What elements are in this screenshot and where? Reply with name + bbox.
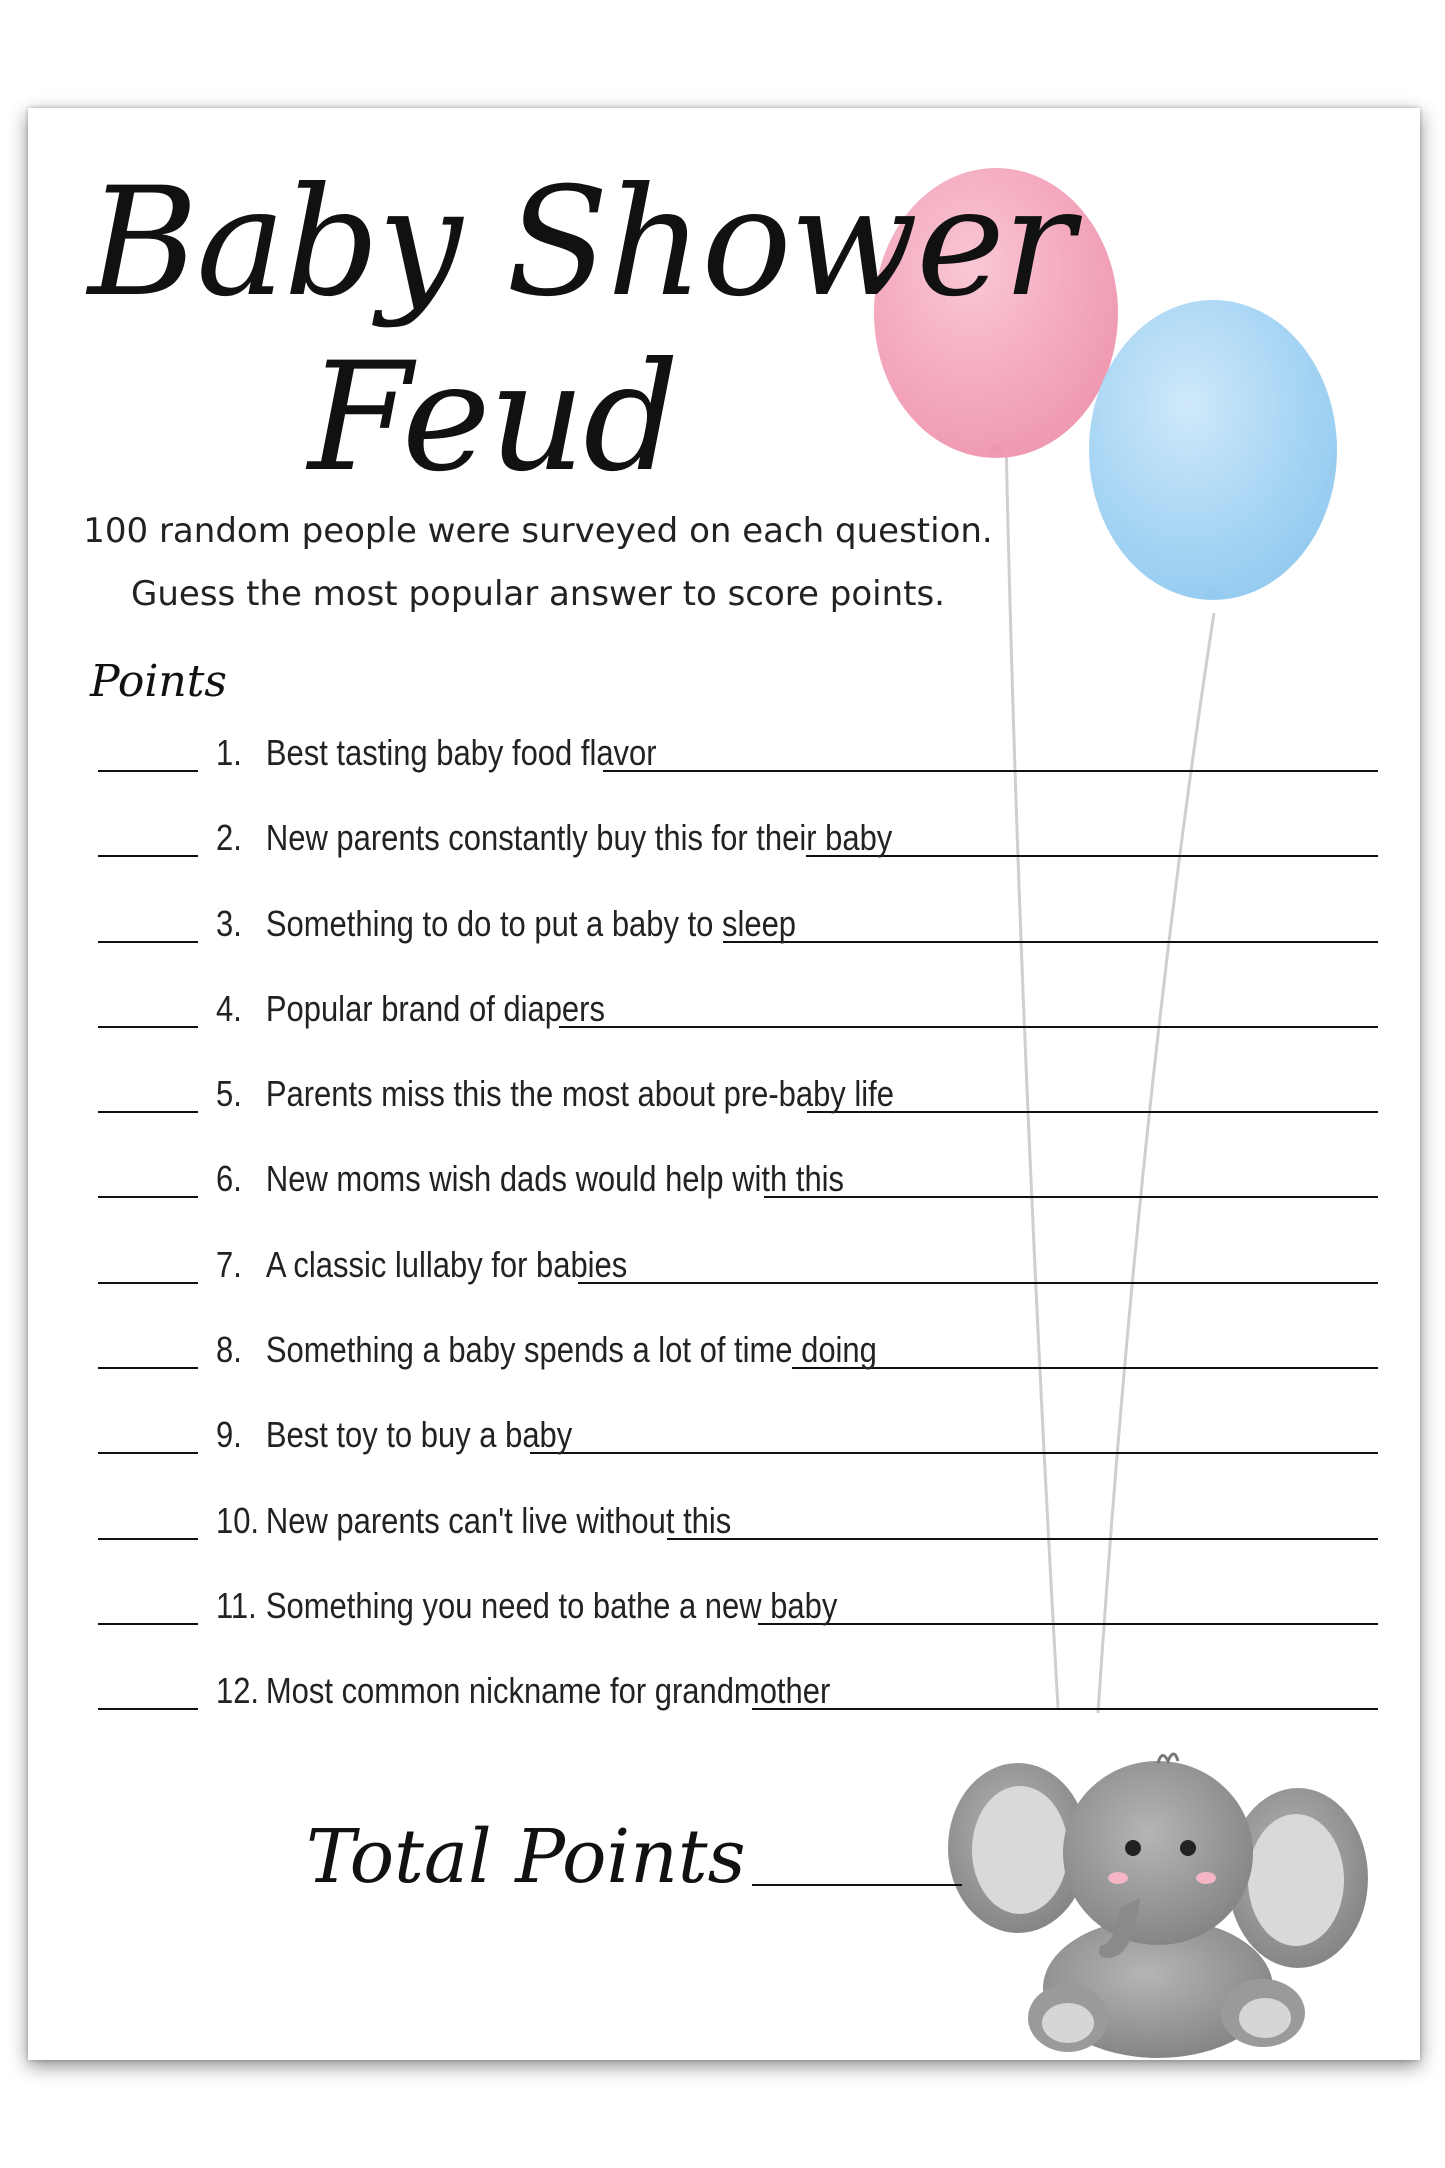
points-blank[interactable]	[98, 1623, 198, 1625]
question-line	[216, 1069, 1378, 1115]
question-line	[216, 728, 1378, 774]
question-row	[98, 718, 1378, 803]
points-column-label: Points	[90, 656, 227, 707]
points-blank[interactable]	[98, 770, 198, 772]
points-blank[interactable]	[98, 1452, 198, 1454]
question-text	[216, 1158, 845, 1200]
total-points-blank[interactable]	[752, 1884, 962, 1886]
question-number: 8.	[216, 1329, 242, 1371]
question-row	[98, 1656, 1378, 1741]
question-row	[98, 1571, 1378, 1656]
answer-blank[interactable]	[758, 1623, 1378, 1625]
question-line	[216, 1325, 1378, 1371]
question-text	[216, 1414, 573, 1456]
question-text	[216, 1584, 838, 1627]
question-text	[216, 1329, 877, 1371]
question-row	[98, 803, 1378, 888]
points-blank[interactable]	[98, 1538, 198, 1540]
points-blank[interactable]	[98, 941, 198, 943]
question-number: 11.	[216, 1584, 257, 1626]
question-text	[216, 732, 657, 774]
question-number: 2.	[216, 817, 242, 859]
question-number: 3.	[216, 902, 242, 944]
question-row	[98, 1059, 1378, 1144]
question-number: 12.	[216, 1670, 260, 1712]
answer-blank[interactable]	[578, 1282, 1378, 1284]
question-line	[216, 1240, 1378, 1286]
question-text	[216, 817, 893, 859]
question-number: 1.	[216, 732, 242, 773]
question-prompt: Best toy to buy a baby	[265, 1414, 573, 1456]
game-card	[28, 108, 1420, 2060]
points-blank[interactable]	[98, 1026, 198, 1028]
question-prompt: Something you need to bathe a new baby	[265, 1584, 838, 1626]
answer-blank[interactable]	[559, 1026, 1379, 1028]
answer-blank[interactable]	[603, 770, 1378, 772]
question-number: 6.	[216, 1158, 242, 1200]
question-text	[216, 1499, 732, 1542]
question-number: 7.	[216, 1243, 242, 1285]
title-line-1: Baby Shower	[88, 156, 1073, 330]
question-line	[216, 1666, 1378, 1712]
question-line	[216, 1581, 1378, 1627]
points-blank[interactable]	[98, 1282, 198, 1284]
answer-blank[interactable]	[764, 1196, 1378, 1198]
question-prompt: Most common nickname for grandmother	[265, 1670, 831, 1712]
points-blank[interactable]	[98, 1196, 198, 1198]
question-row	[98, 1400, 1378, 1485]
question-line	[216, 1154, 1378, 1200]
question-row	[98, 974, 1378, 1059]
question-line	[216, 1410, 1378, 1456]
question-text	[216, 902, 797, 945]
question-line	[216, 1496, 1378, 1542]
question-row	[98, 1315, 1378, 1400]
elephant-illustration	[948, 1754, 1368, 2058]
question-list	[98, 718, 1378, 1742]
answer-blank[interactable]	[792, 1367, 1378, 1369]
question-prompt: New moms wish dads would help with this	[265, 1158, 845, 1200]
points-blank[interactable]	[98, 1708, 198, 1710]
question-text	[216, 1670, 831, 1712]
answer-blank[interactable]	[723, 941, 1378, 943]
question-line	[216, 899, 1378, 945]
question-row	[98, 1486, 1378, 1571]
total-points	[306, 1814, 962, 1900]
question-text	[216, 1243, 628, 1286]
question-number: 4.	[216, 987, 242, 1029]
intro-line-1: 100 random people were surveyed on each question.	[83, 511, 993, 551]
title-line-2: Feud	[308, 331, 678, 505]
points-blank[interactable]	[98, 1111, 198, 1113]
question-text	[216, 1073, 894, 1115]
question-prompt: Something a baby spends a lot of time doing	[265, 1329, 877, 1371]
question-prompt: A classic lullaby for babies	[265, 1243, 628, 1285]
intro-line-2: Guess the most popular answer to score points.	[131, 574, 945, 614]
question-prompt: Something to do to put a baby to sleep	[265, 902, 797, 944]
question-prompt: Best tasting baby food flavor	[265, 732, 657, 773]
question-number: 5.	[216, 1073, 242, 1115]
question-prompt: New parents constantly buy this for their baby	[265, 817, 893, 859]
blue-balloon	[1089, 300, 1337, 600]
question-number: 10.	[216, 1499, 260, 1541]
question-row	[98, 1144, 1378, 1229]
total-points-label: Total Points	[306, 1814, 746, 1900]
points-blank[interactable]	[98, 1367, 198, 1369]
answer-blank[interactable]	[667, 1538, 1378, 1540]
question-number: 9.	[216, 1414, 242, 1456]
points-blank[interactable]	[98, 855, 198, 857]
question-prompt: Parents miss this the most about pre-baby life	[265, 1073, 894, 1115]
question-row	[98, 1230, 1378, 1315]
question-text	[216, 987, 605, 1030]
question-prompt: New parents can't live without this	[265, 1499, 732, 1541]
question-line	[216, 813, 1378, 859]
question-line	[216, 984, 1378, 1030]
question-row	[98, 889, 1378, 974]
answer-blank[interactable]	[530, 1452, 1378, 1454]
question-prompt: Popular brand of diapers	[265, 987, 605, 1029]
answer-blank[interactable]	[752, 1708, 1378, 1710]
